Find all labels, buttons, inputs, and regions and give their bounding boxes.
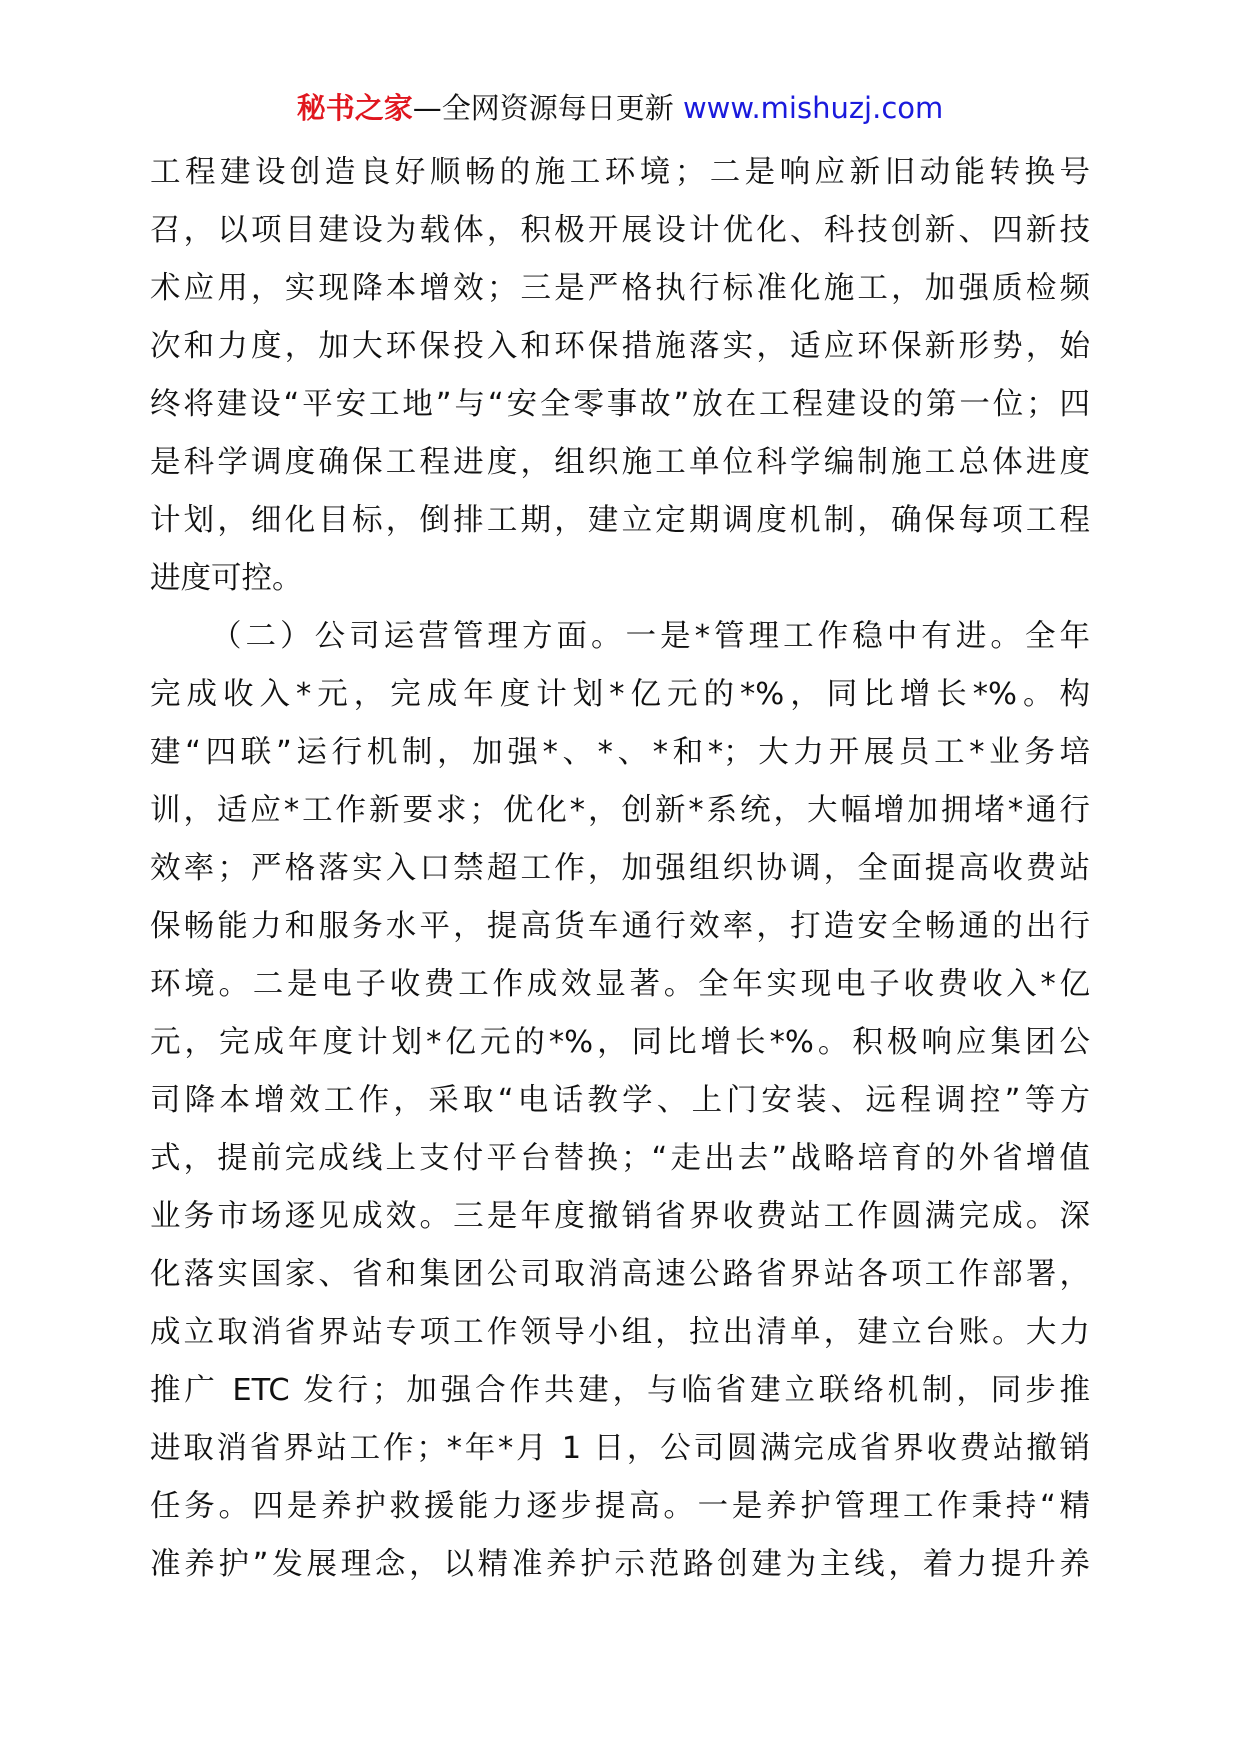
text-line: 进取消省界站工作；*年*月 1 日，公司圆满完成省界收费站撤销 (150, 1431, 1090, 1466)
site-url: www.mishuzj.com (682, 91, 944, 125)
text-line: 化落实国家、省和集团公司取消高速公路省界站各项工作部署， (150, 1257, 1090, 1292)
brand-name: 秘书之家 (296, 91, 413, 125)
header-tagline: —全网资源每日更新 (412, 91, 683, 125)
text-line: 是科学调度确保工程进度，组织施工单位科学编制施工总体进度 (150, 445, 1090, 480)
text-line: 式，提前完成线上支付平台替换；“走出去”战略培育的外省增值 (150, 1141, 1090, 1176)
text-line: 进度可控。 (150, 561, 303, 596)
text-line: 推广 ETC 发行；加强合作共建，与临省建立联络机制，同步推 (150, 1373, 1090, 1408)
text-line: 业务市场逐见成效。三是年度撤销省界收费站工作圆满完成。深 (150, 1199, 1090, 1234)
text-line: 次和力度，加大环保投入和环保措施落实，适应环保新形势，始 (150, 329, 1090, 364)
text-line: 完成收入*元，完成年度计划*亿元的*%，同比增长*%。构 (150, 677, 1090, 712)
text-line: 任务。四是养护救援能力逐步提高。一是养护管理工作秉持“精 (150, 1489, 1090, 1524)
text-line: 司降本增效工作，采取“电话教学、上门安装、远程调控”等方 (150, 1083, 1090, 1118)
site-header (0, 88, 1240, 128)
text-line: 成立取消省界站专项工作领导小组，拉出清单，建立台账。大力 (150, 1315, 1090, 1350)
text-line: 保畅能力和服务水平，提高货车通行效率，打造安全畅通的出行 (150, 909, 1090, 944)
text-line: 效率；严格落实入口禁超工作，加强组织协调，全面提高收费站 (150, 851, 1090, 886)
text-line: 计划，细化目标，倒排工期，建立定期调度机制，确保每项工程 (150, 503, 1090, 538)
text-line: 元，完成年度计划*亿元的*%，同比增长*%。积极响应集团公 (150, 1025, 1090, 1060)
document-body (150, 144, 1090, 1594)
text-line: 工程建设创造良好顺畅的施工环境；二是响应新旧动能转换号 (150, 155, 1090, 190)
text-line: 召，以项目建设为载体，积极开展设计优化、科技创新、四新技 (150, 213, 1090, 248)
text-line: 建“四联”运行机制，加强*、*、*和*；大力开展员工*业务培 (150, 735, 1090, 770)
text-line: 终将建设“平安工地”与“安全零事故”放在工程建设的第一位；四 (150, 387, 1090, 422)
paragraph-start-line: （二）公司运营管理方面。一是*管理工作稳中有进。全年 (211, 619, 1090, 654)
text-line: 准养护”发展理念，以精准养护示范路创建为主线，着力提升养 (150, 1547, 1090, 1582)
text-line: 术应用，实现降本增效；三是严格执行标准化施工，加强质检频 (150, 271, 1090, 306)
text-line: 训，适应*工作新要求；优化*，创新*系统，大幅增加拥堵*通行 (150, 793, 1090, 828)
text-line: 环境。二是电子收费工作成效显著。全年实现电子收费收入*亿 (150, 967, 1090, 1002)
